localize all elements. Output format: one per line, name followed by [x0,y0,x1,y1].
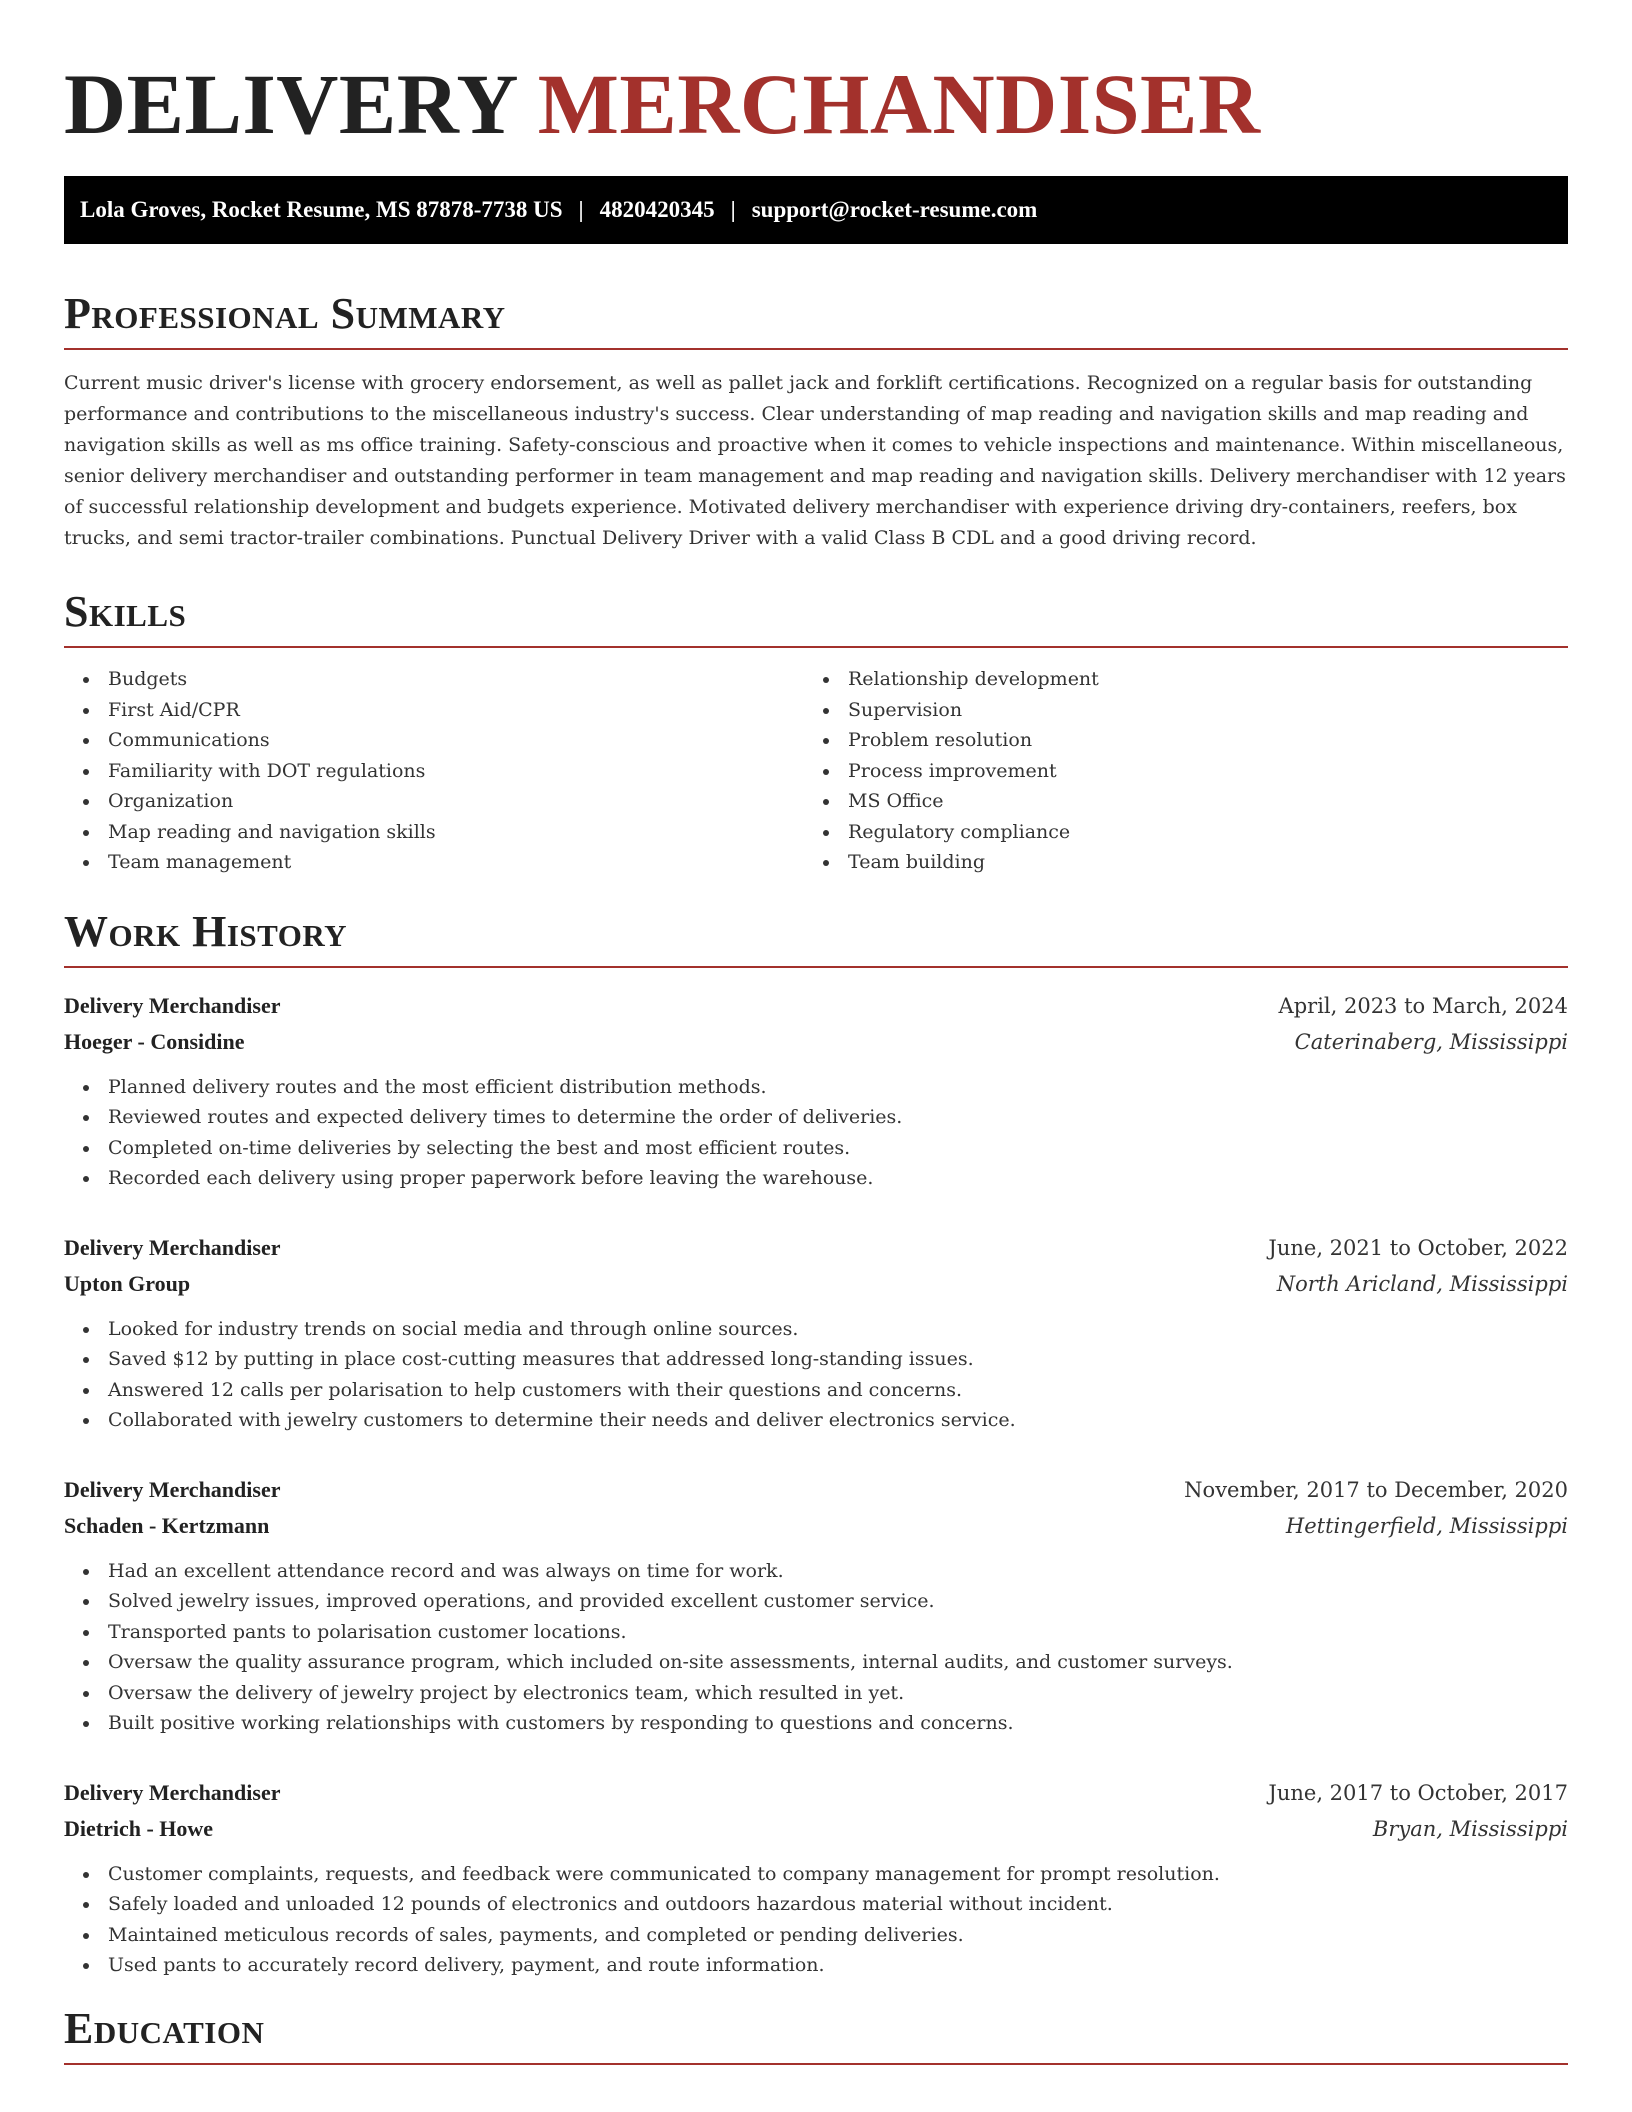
job-company-row [64,1811,1568,1847]
skill-item: Map reading and navigation skills [64,817,804,848]
skills-heading: Skills [64,587,187,636]
job-company: Dietrich - Howe [64,1815,214,1841]
duty-item: Maintained meticulous records of sales, payments, and completed or pending deliveries. [64,1920,1568,1951]
contact-address: Lola Groves, Rocket Resume, MS 87878-7738 US [80,197,563,222]
duty-item: Planned delivery routes and the most efficient distribution methods. [64,1072,1568,1103]
job-company: Upton Group [64,1270,191,1296]
job-company-row [64,1266,1568,1302]
skill-item: Familiarity with DOT regulations [64,756,804,787]
section-divider [64,348,1568,350]
skills-section [64,586,1568,878]
job-location: Bryan, Mississippi [1372,1816,1568,1841]
title-first-word: DELIVERY [64,56,516,152]
job-title: Delivery Merchandiser [64,1779,281,1805]
skills-grid [64,664,1568,878]
job-duties [64,1072,1568,1194]
duty-item: Customer complaints, requests, and feedback were communicated to company management for prompt resolution. [64,1859,1568,1890]
duty-item: Built positive working relationships with customers by responding to questions and concerns. [64,1708,1568,1739]
work-history-heading: Work History [64,906,348,956]
job-duties [64,1859,1568,1981]
duty-item: Had an excellent attendance record and was always on time for work. [64,1556,1568,1587]
job-dates: November, 2017 to December, 2020 [1184,1477,1568,1502]
job-location: North Aricland, Mississippi [1276,1271,1568,1296]
duty-item: Oversaw the quality assurance program, which included on-site assessments, internal audits, and customer surveys. [64,1647,1568,1678]
job-company-row [64,1508,1568,1544]
duty-item: Reviewed routes and expected delivery times to determine the order of deliveries. [64,1102,1568,1133]
job-location: Caterinaberg, Mississippi [1294,1029,1568,1054]
summary-section [64,288,1568,554]
duty-item: Oversaw the delivery of jewelry project by electronics team, which resulted in yet. [64,1678,1568,1709]
education-heading: Education [64,2003,265,2053]
job-duties [64,1314,1568,1436]
duty-item: Used pants to accurately record delivery, payment, and route information. [64,1950,1568,1981]
job-company: Hoeger - Considine [64,1028,245,1054]
job-dates: June, 2021 to October, 2022 [1268,1235,1568,1260]
education-section [64,2003,1568,2065]
section-divider [64,2063,1568,2065]
job-header-row [64,988,1568,1024]
job-company: Schaden - Kertzmann [64,1512,270,1538]
skill-item: Organization [64,786,804,817]
duty-item: Looked for industry trends on social media and through online sources. [64,1314,1568,1345]
contact-phone: 4820420345 [599,197,715,222]
skill-item: First Aid/CPR [64,695,804,726]
skill-item: Regulatory compliance [804,817,1544,848]
duty-item: Transported pants to polarisation customer locations. [64,1617,1568,1648]
skill-item: Relationship development [804,664,1544,695]
contact-email: support@rocket-resume.com [751,197,1038,222]
job-dates: April, 2023 to March, 2024 [1278,993,1568,1018]
job-duties [64,1556,1568,1739]
skill-item: Supervision [804,695,1544,726]
work-history-section [64,906,1568,1981]
job-title: Delivery Merchandiser [64,992,281,1018]
job-header-row [64,1230,1568,1266]
job-header-row [64,1775,1568,1811]
section-divider [64,646,1568,648]
contact-separator: | [578,197,584,222]
skill-item: MS Office [804,786,1544,817]
skill-item: Team building [804,847,1544,878]
duty-item: Safely loaded and unloaded 12 pounds of electronics and outdoors hazardous material without incident. [64,1889,1568,1920]
contact-separator: | [730,197,736,222]
skill-item: Communications [64,725,804,756]
duty-item: Recorded each delivery using proper paperwork before leaving the warehouse. [64,1163,1568,1194]
skill-item: Budgets [64,664,804,695]
duty-item: Solved jewelry issues, improved operations, and provided excellent customer service. [64,1586,1568,1617]
job-entry [64,1230,1568,1436]
title-second-word: MERCHANDISER [537,56,1261,152]
resume-title [64,56,1568,152]
skill-item: Team management [64,847,804,878]
skill-item: Problem resolution [804,725,1544,756]
skills-column-left [64,664,804,878]
summary-text: Current music driver's license with grocery endorsement, as well as pallet jack and forklift certifications. Recognized on a regular basis for outstanding performance and contributions to the miscellaneous industry's success. Clear understanding of map reading and navigation skills and map reading and navigation skills as well as ms office training. Safety-conscious and proactive when it comes to vehicle inspections and maintenance. Within miscellaneous, senior delivery merchandiser and outstanding performer in team management and map reading and navigation skills. Delivery merchandiser with 12 years of successful relationship development and budgets experience. Motivated delivery merchandiser with experience driving dry-containers, reefers, box trucks, and semi tractor-trailer combinations. Punctual Delivery Driver with a valid Class B CDL and a good driving record. [64,372,1566,549]
job-entry [64,988,1568,1194]
duty-item: Saved $12 by putting in place cost-cutting measures that addressed long-standing issues. [64,1344,1568,1375]
job-entry [64,1775,1568,1981]
skills-column-right [804,664,1544,878]
job-location: Hettingerfield, Mississippi [1285,1513,1568,1538]
job-title: Delivery Merchandiser [64,1476,281,1502]
job-entry [64,1472,1568,1739]
summary-heading: Professional Summary [64,289,506,338]
job-header-row [64,1472,1568,1508]
job-company-row [64,1024,1568,1060]
section-divider [64,966,1568,968]
contact-bar [64,176,1568,244]
duty-item: Collaborated with jewelry customers to determine their needs and deliver electronics service. [64,1405,1568,1436]
skill-item: Process improvement [804,756,1544,787]
duty-item: Answered 12 calls per polarisation to help customers with their questions and concerns. [64,1375,1568,1406]
job-title: Delivery Merchandiser [64,1234,281,1260]
duty-item: Completed on-time deliveries by selecting the best and most efficient routes. [64,1133,1568,1164]
job-dates: June, 2017 to October, 2017 [1268,1780,1568,1805]
